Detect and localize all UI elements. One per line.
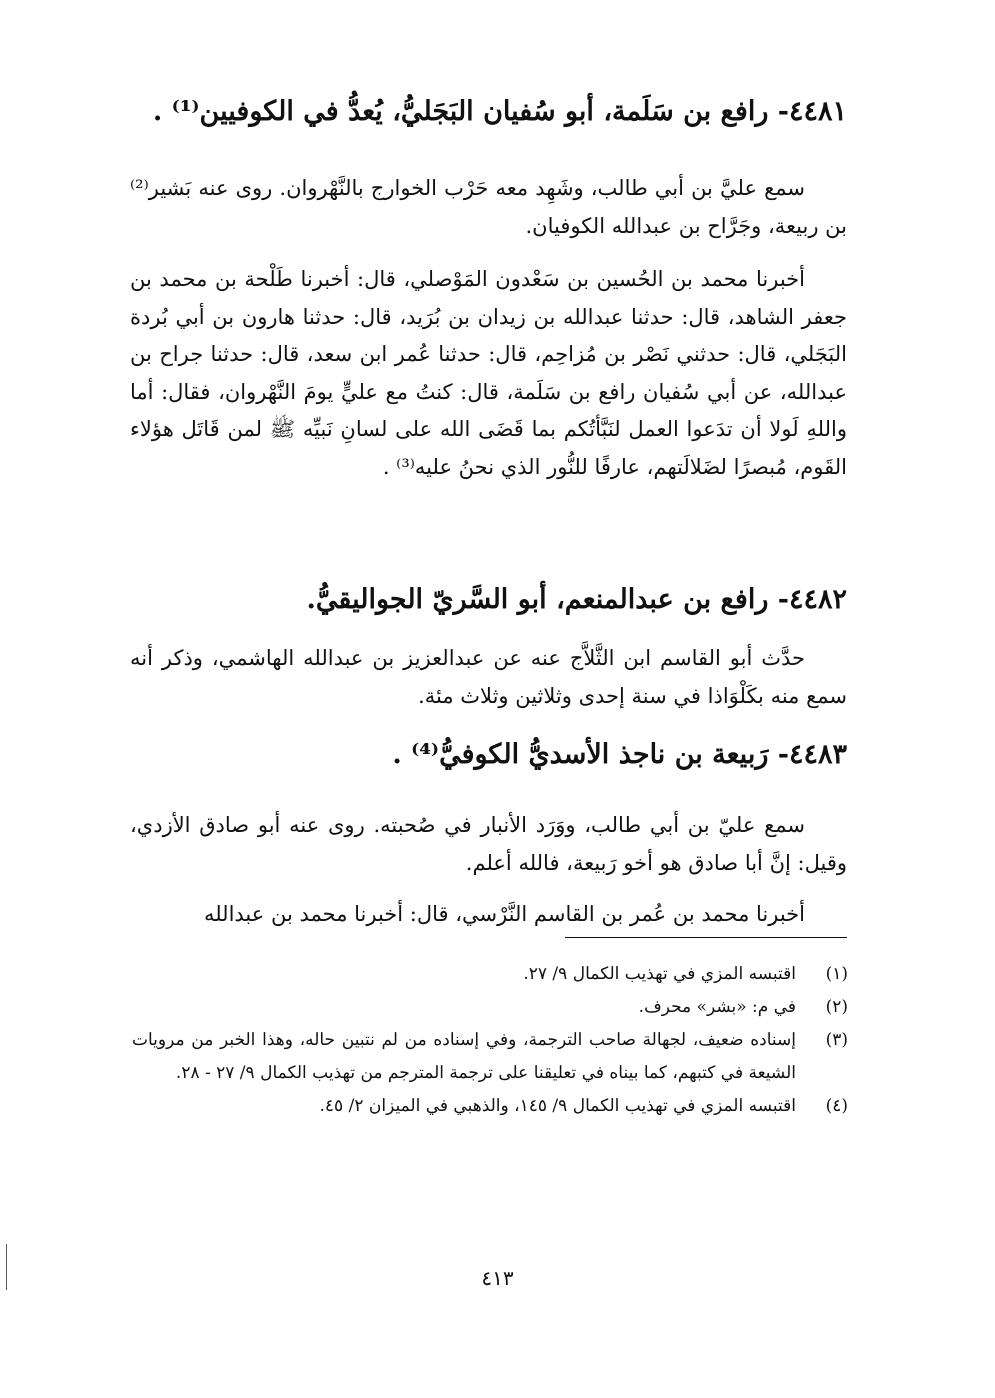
footnote-number: (٣) (825, 1030, 848, 1050)
entry-paragraph-4482-bio: حدَّث أبو القاسم ابن الثَّلاَّج عنه عن عبدالعزيز بن عبدالله الهاشمي، وذكر أنه سمع منه بكَلْوَاذا في سنة إحدى وثلاثين وثلاث مئة. (130, 646, 847, 708)
scan-edge-mark (6, 1244, 7, 1290)
entry-heading-4482: ٤٤٨٢- رافع بن عبدالمنعم، أبو السَّريّ الجواليقيُّ. (306, 584, 847, 615)
footnote-text: اقتبسه المزي في تهذيب الكمال ٩/ ١٤٥، والذهبي في الميزان ٢/ ٤٥. (319, 1096, 796, 1116)
entry-heading-4481: ٤٤٨١- رافع بن سَلَمة، أبو سُفيان البَجَليُّ، يُعدُّ في الكوفيين⁽¹⁾ . (152, 96, 847, 127)
entry-heading-4483: ٤٤٨٣- رَبيعة بن ناجذ الأسديُّ الكوفيُّ⁽⁴⁾ . (392, 739, 847, 770)
entry-paragraph-4483-isnad: أخبرنا محمد بن عُمر بن القاسم النَّرْسي، قال: أخبرنا محمد بن عبدالله (203, 902, 805, 926)
entry-paragraph-4481-isnad: أخبرنا محمد بن الحُسين بن سَعْدون المَوْصلي، قال: أخبرنا طَلْحة بن محمد بن جعفر الشاهد، قال: حدثنا عبدالله بن زيدان بن بُرَيد، قال: حدثنا هارون بن أبي بُردة البَجَلي، قال: حدثني نَصْر بن مُزاحِم، قال: حدثنا عُمر ابن سعد، قال: حدثنا جراح بن عبدالله، عن أبي سُفيان رافع بن سَلَمة، قال: كنتُ مع عليٍّ يومَ النَّهْروان، فقال: أما واللهِ لَولا أن تدَعوا العمل لنَبَّأتُكم بما قَضَى الله على لسانِ نَبيِّه ﷺ لمن قَاتَل هؤلاء القَوم، مُبصرًا لضَلالَتهم، عارفًا للنُّور الذي نحنُ عليه⁽³⁾ . (130, 267, 847, 479)
entry-paragraph-4483-bio: سمع عليّ بن أبي طالب، ووَرَد الأنبار في صُحبته. روى عنه أبو صادق الأزدي، وقيل: إنَّ أبا صادق هو أخو رَبيعة، فالله أعلم. (130, 813, 847, 875)
entry-paragraph-4481-bio: سمع عليَّ بن أبي طالب، وشَهِد معه حَرْب الخوارج بالنَّهْروان. روى عنه بَشير⁽²⁾ بن ربيعة، وجَرَّاح بن عبدالله الكوفيان. (130, 176, 847, 238)
footnote-4 (132, 1090, 848, 1123)
footnote-1 (132, 958, 848, 991)
footnote-number: (٢) (825, 997, 848, 1017)
footnote-separator (565, 937, 847, 938)
footnote-text: إسناده ضعيف، لجهالة صاحب الترجمة، وفي إسناده من لم نتبين حاله، وهذا الخبر من مرويات الشيعة في كتبهم، كما بيناه في تعليقنا على ترجمة المترجم من تهذيب الكمال ٩/ ٢٧ - ٢٨. (132, 1030, 796, 1083)
footnotes (132, 958, 848, 1123)
footnote-number: (١) (825, 964, 848, 984)
footnote-2 (132, 991, 848, 1024)
footnote-number: (٤) (825, 1096, 848, 1116)
footnote-text: في م: «بشر» محرف. (638, 997, 796, 1017)
footnote-3 (132, 1024, 848, 1090)
page-number: ٤١٣ (481, 1266, 514, 1290)
footnote-text: اقتبسه المزي في تهذيب الكمال ٩/ ٢٧. (523, 964, 796, 984)
